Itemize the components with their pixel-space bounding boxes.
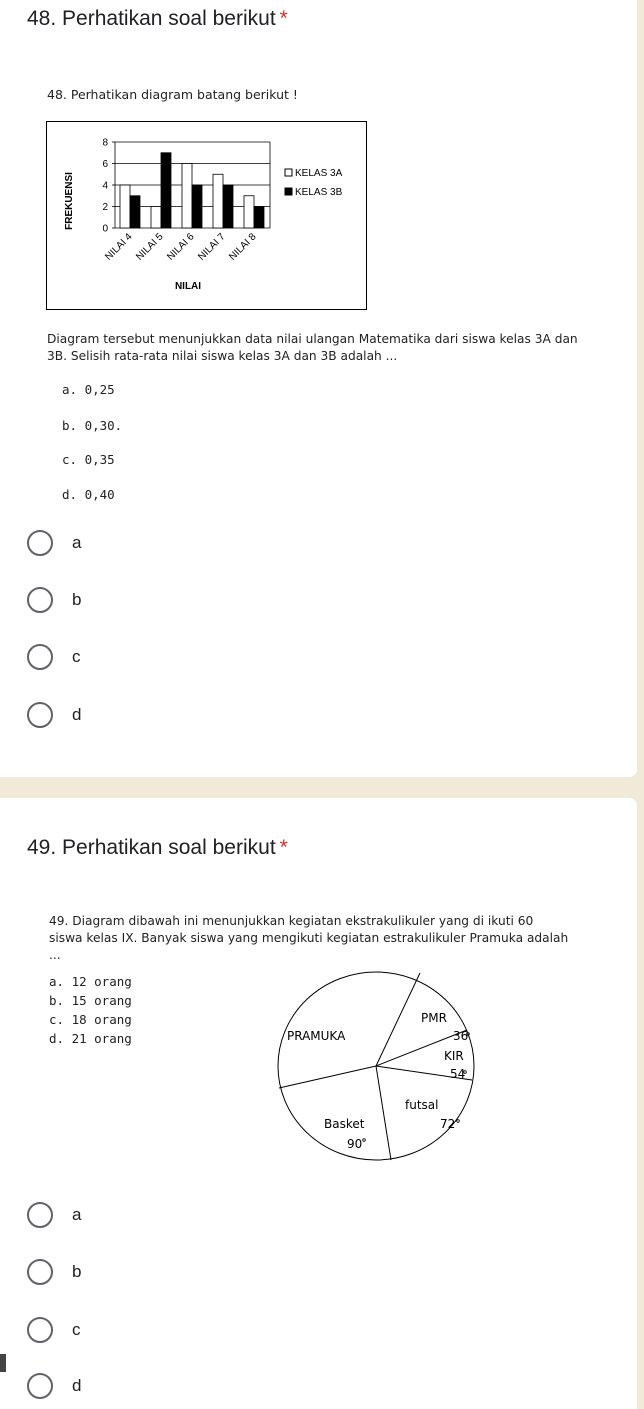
- option-text-d: d. 21 orang: [49, 1031, 132, 1046]
- x-tick-label: NILAI 5: [134, 231, 166, 263]
- pie-label-basket-deg: 90: [347, 1137, 363, 1151]
- radio-option-c[interactable]: [27, 1317, 53, 1343]
- question-title: 48. Perhatikan soal berikut *: [27, 7, 288, 30]
- y-tick-label: 4: [102, 180, 108, 192]
- radio-option-b[interactable]: [27, 1259, 53, 1285]
- radio-option-a[interactable]: [27, 530, 53, 556]
- pie-label-pmr-deg: 36: [453, 1029, 469, 1043]
- bar-3b-7: [223, 185, 233, 228]
- pie-label-pmr: PMR: [421, 1011, 447, 1025]
- x-axis-label: NILAI: [174, 281, 202, 292]
- pie-label-kir-deg: 54: [450, 1067, 466, 1081]
- bar-chart: [46, 121, 367, 310]
- radio-label-c[interactable]: c: [72, 647, 81, 666]
- pie-label-futsal: futsal: [405, 1098, 439, 1112]
- option-text-b: b. 0,30.: [62, 418, 123, 433]
- radio-label-a[interactable]: a: [72, 1205, 82, 1224]
- bar-3a-5: [151, 207, 161, 229]
- legend-label-3a: KELAS 3A: [295, 168, 343, 179]
- x-tick-label: NILAI 8: [227, 231, 259, 263]
- x-tick-label: NILAI 7: [196, 231, 228, 263]
- radio-option-b[interactable]: [27, 587, 53, 613]
- pie-label-basket: Basket: [324, 1117, 365, 1131]
- pie-label-pramuka: PRAMUKA: [287, 1029, 346, 1043]
- radio-option-a[interactable]: [27, 1202, 53, 1228]
- scroll-marker: [0, 1354, 6, 1372]
- pie-chart: [272, 968, 482, 1168]
- bar-3a-8: [244, 196, 254, 228]
- question-title: 49. Perhatikan soal berikut *: [27, 836, 288, 859]
- question-heading: 48. Perhatikan diagram batang berikut !: [47, 87, 298, 102]
- radio-label-b[interactable]: b: [72, 590, 82, 609]
- radio-option-d[interactable]: [27, 1373, 53, 1399]
- radio-label-d[interactable]: d: [72, 705, 82, 724]
- bar-3b-4: [130, 196, 140, 228]
- y-tick-label: 0: [102, 223, 108, 235]
- option-text-c: c. 0,35: [62, 452, 115, 467]
- bar-3a-7: [213, 174, 223, 228]
- question-card-49: [0, 798, 637, 1409]
- pie-label-kir: KIR: [444, 1049, 464, 1063]
- option-text-a: a. 0,25: [62, 382, 115, 397]
- bar-3b-6: [192, 185, 202, 228]
- pie-label-futsal-deg: 72: [440, 1117, 456, 1131]
- x-tick-label: NILAI 6: [165, 231, 197, 263]
- bar-3a-4: [120, 185, 130, 228]
- option-text-a: a. 12 orang: [49, 974, 132, 989]
- question-description: Diagram tersebut menunjukkan data nilai ulangan Matematika dari siswa kelas 3A dan 3B. Selisih rata-rata nilai siswa kelas 3A dan 3B adalah ...: [47, 332, 578, 363]
- option-text-b: b. 15 orang: [49, 993, 132, 1008]
- bar-3b-5: [161, 153, 171, 228]
- required-asterisk: *: [279, 836, 288, 859]
- question-text: 49. Diagram dibawah ini menunjukkan kegiatan ekstrakulikuler yang di ikuti 60 siswa kelas IX. Banyak siswa yang mengikuti kegiatan estrakulikuler Pramuka adalah ...: [49, 914, 569, 962]
- option-text-c: c. 18 orang: [49, 1012, 132, 1027]
- radio-option-c[interactable]: [27, 644, 53, 670]
- legend-swatch-3b: [285, 188, 292, 195]
- required-asterisk: *: [279, 7, 288, 30]
- radio-label-c[interactable]: c: [72, 1320, 81, 1339]
- legend-swatch-3a: [285, 169, 292, 176]
- radio-label-d[interactable]: d: [72, 1376, 82, 1395]
- bar-3a-6: [182, 164, 192, 229]
- bar-3b-8: [254, 207, 264, 229]
- y-tick-label: 6: [102, 159, 108, 170]
- y-axis-label: FREKUENSI: [64, 172, 75, 230]
- legend-label-3b: KELAS 3B: [295, 187, 343, 198]
- y-tick-label: 8: [102, 137, 108, 149]
- y-tick-label: 2: [102, 202, 108, 213]
- radio-label-b[interactable]: b: [72, 1262, 82, 1281]
- radio-option-d[interactable]: [27, 702, 53, 728]
- radio-label-a[interactable]: a: [72, 533, 82, 552]
- x-tick-label: NILAI 4: [103, 231, 135, 263]
- option-text-d: d. 0,40: [62, 487, 115, 502]
